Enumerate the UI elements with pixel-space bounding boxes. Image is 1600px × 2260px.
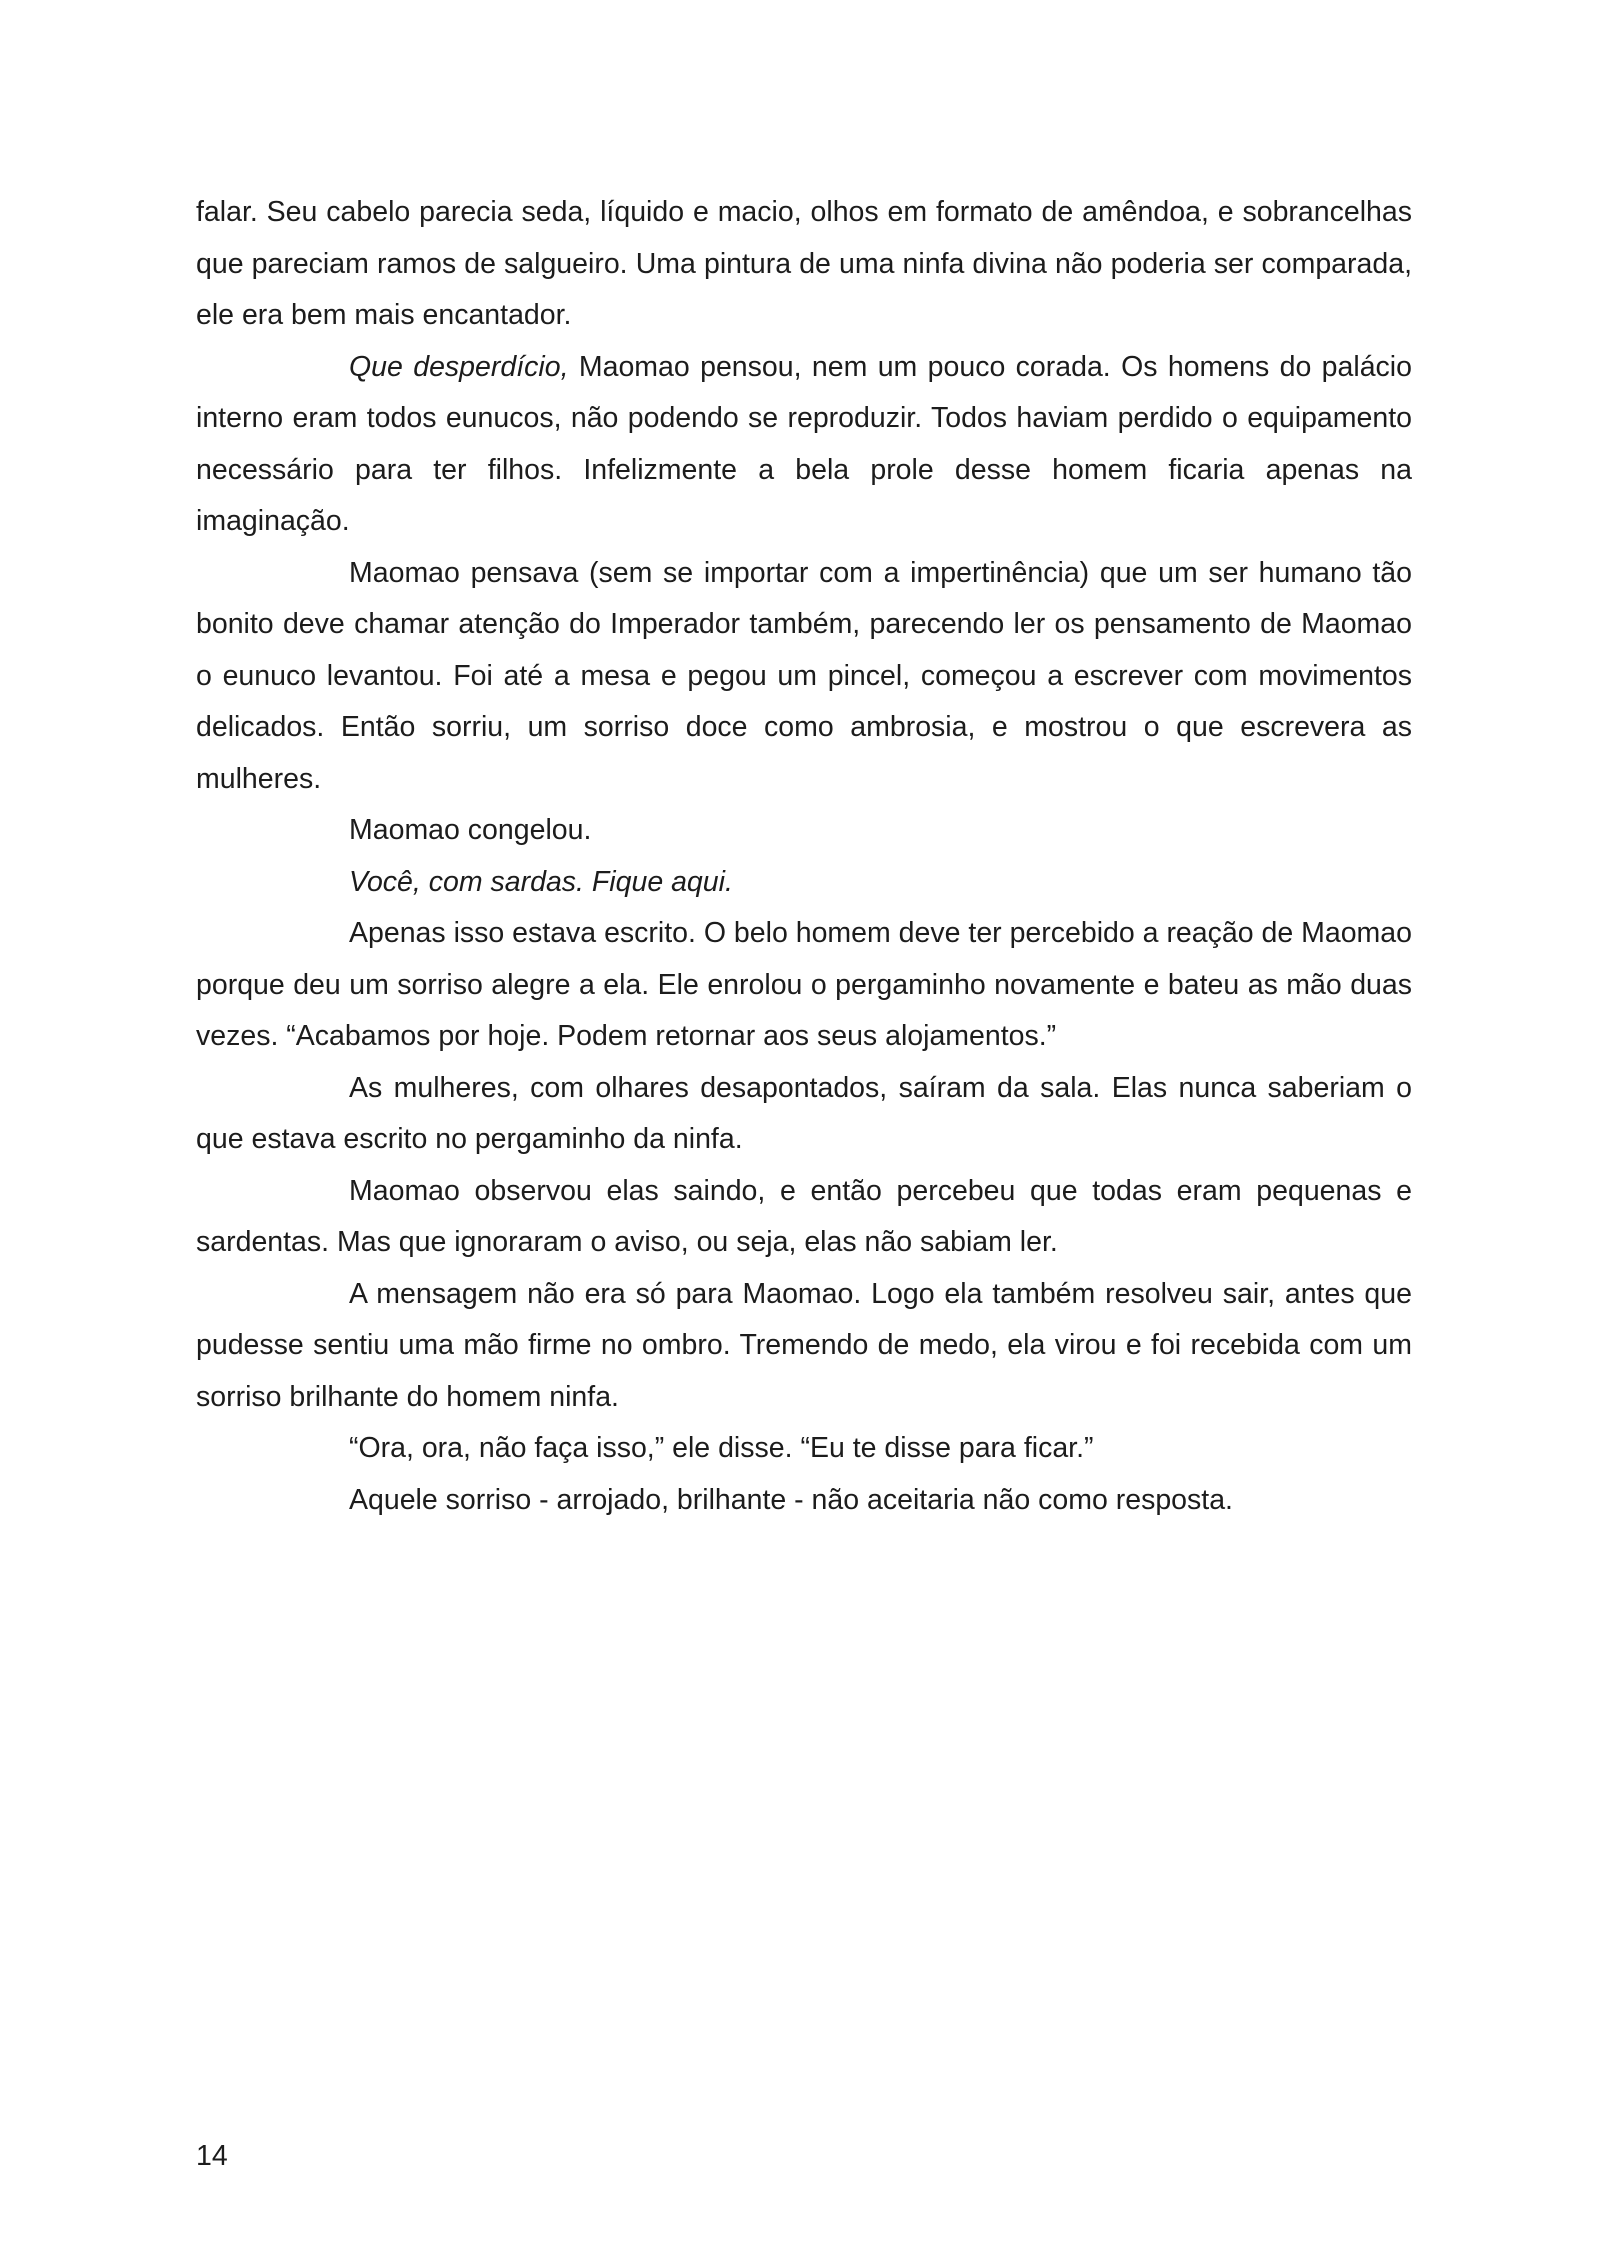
paragraph: Aquele sorriso - arrojado, brilhante - não aceitaria não como resposta. xyxy=(349,1483,1233,1516)
paragraph: “Ora, ora, não faça isso,” ele disse. “Eu te disse para ficar.” xyxy=(349,1432,1094,1464)
paragraph: Maomao observou elas saindo, e então percebeu que todas eram pequenas e sardentas. Mas que ignoraram o aviso, ou seja, elas não sabiam ler. xyxy=(196,1174,1412,1258)
paragraph xyxy=(196,857,1412,909)
italic-note: Você, com sardas. Fique aqui. xyxy=(349,865,733,898)
paragraph xyxy=(196,342,1412,548)
paragraph-text: Maomao pensou, nem um pouco corada. Os homens do palácio interno eram todos eunucos, não podendo se reproduzir. Todos haviam perdido o equipamento necessário para ter filhos. Infelizmente a bela prole desse homem ficaria apenas na imaginação. xyxy=(196,350,1412,537)
italic-phrase: Que desperdício, xyxy=(349,350,569,383)
body-text xyxy=(196,187,1412,1526)
paragraph: falar. Seu cabelo parecia seda, líquido e macio, olhos em formato de amêndoa, e sobrancelhas que pareciam ramos de salgueiro. Uma pintura de uma ninfa divina não poderia ser comparada, ele era bem mais encantador. xyxy=(196,196,1412,331)
paragraph: Maomao pensava (sem se importar com a impertinência) que um ser humano tão bonito deve chamar atenção do Imperador também, parecendo ler os pensamento de Maomao o eunuco levantou. Foi até a mesa e pegou um pincel, começou a escrever com movimentos delicados. Então sorriu, um sorriso doce como ambrosia, e mostrou o que escrevera as mulheres. xyxy=(196,556,1412,795)
paragraph: As mulheres, com olhares desapontados, saíram da sala. Elas nunca saberiam o que estava escrito no pergaminho da ninfa. xyxy=(196,1071,1412,1155)
paragraph: A mensagem não era só para Maomao. Logo ela também resolveu sair, antes que pudesse sentiu uma mão firme no ombro. Tremendo de medo, ela virou e foi recebida com um sorriso brilhante do homem ninfa. xyxy=(196,1277,1412,1413)
paragraph: Apenas isso estava escrito. O belo homem deve ter percebido a reação de Maomao porque deu um sorriso alegre a ela. Ele enrolou o pergaminho novamente e bateu as mão duas vezes. “Acabamos por hoje. Podem retornar aos seus alojamentos.” xyxy=(196,917,1413,1052)
page-number: 14 xyxy=(196,2140,228,2172)
paragraph: Maomao congelou. xyxy=(349,814,592,846)
